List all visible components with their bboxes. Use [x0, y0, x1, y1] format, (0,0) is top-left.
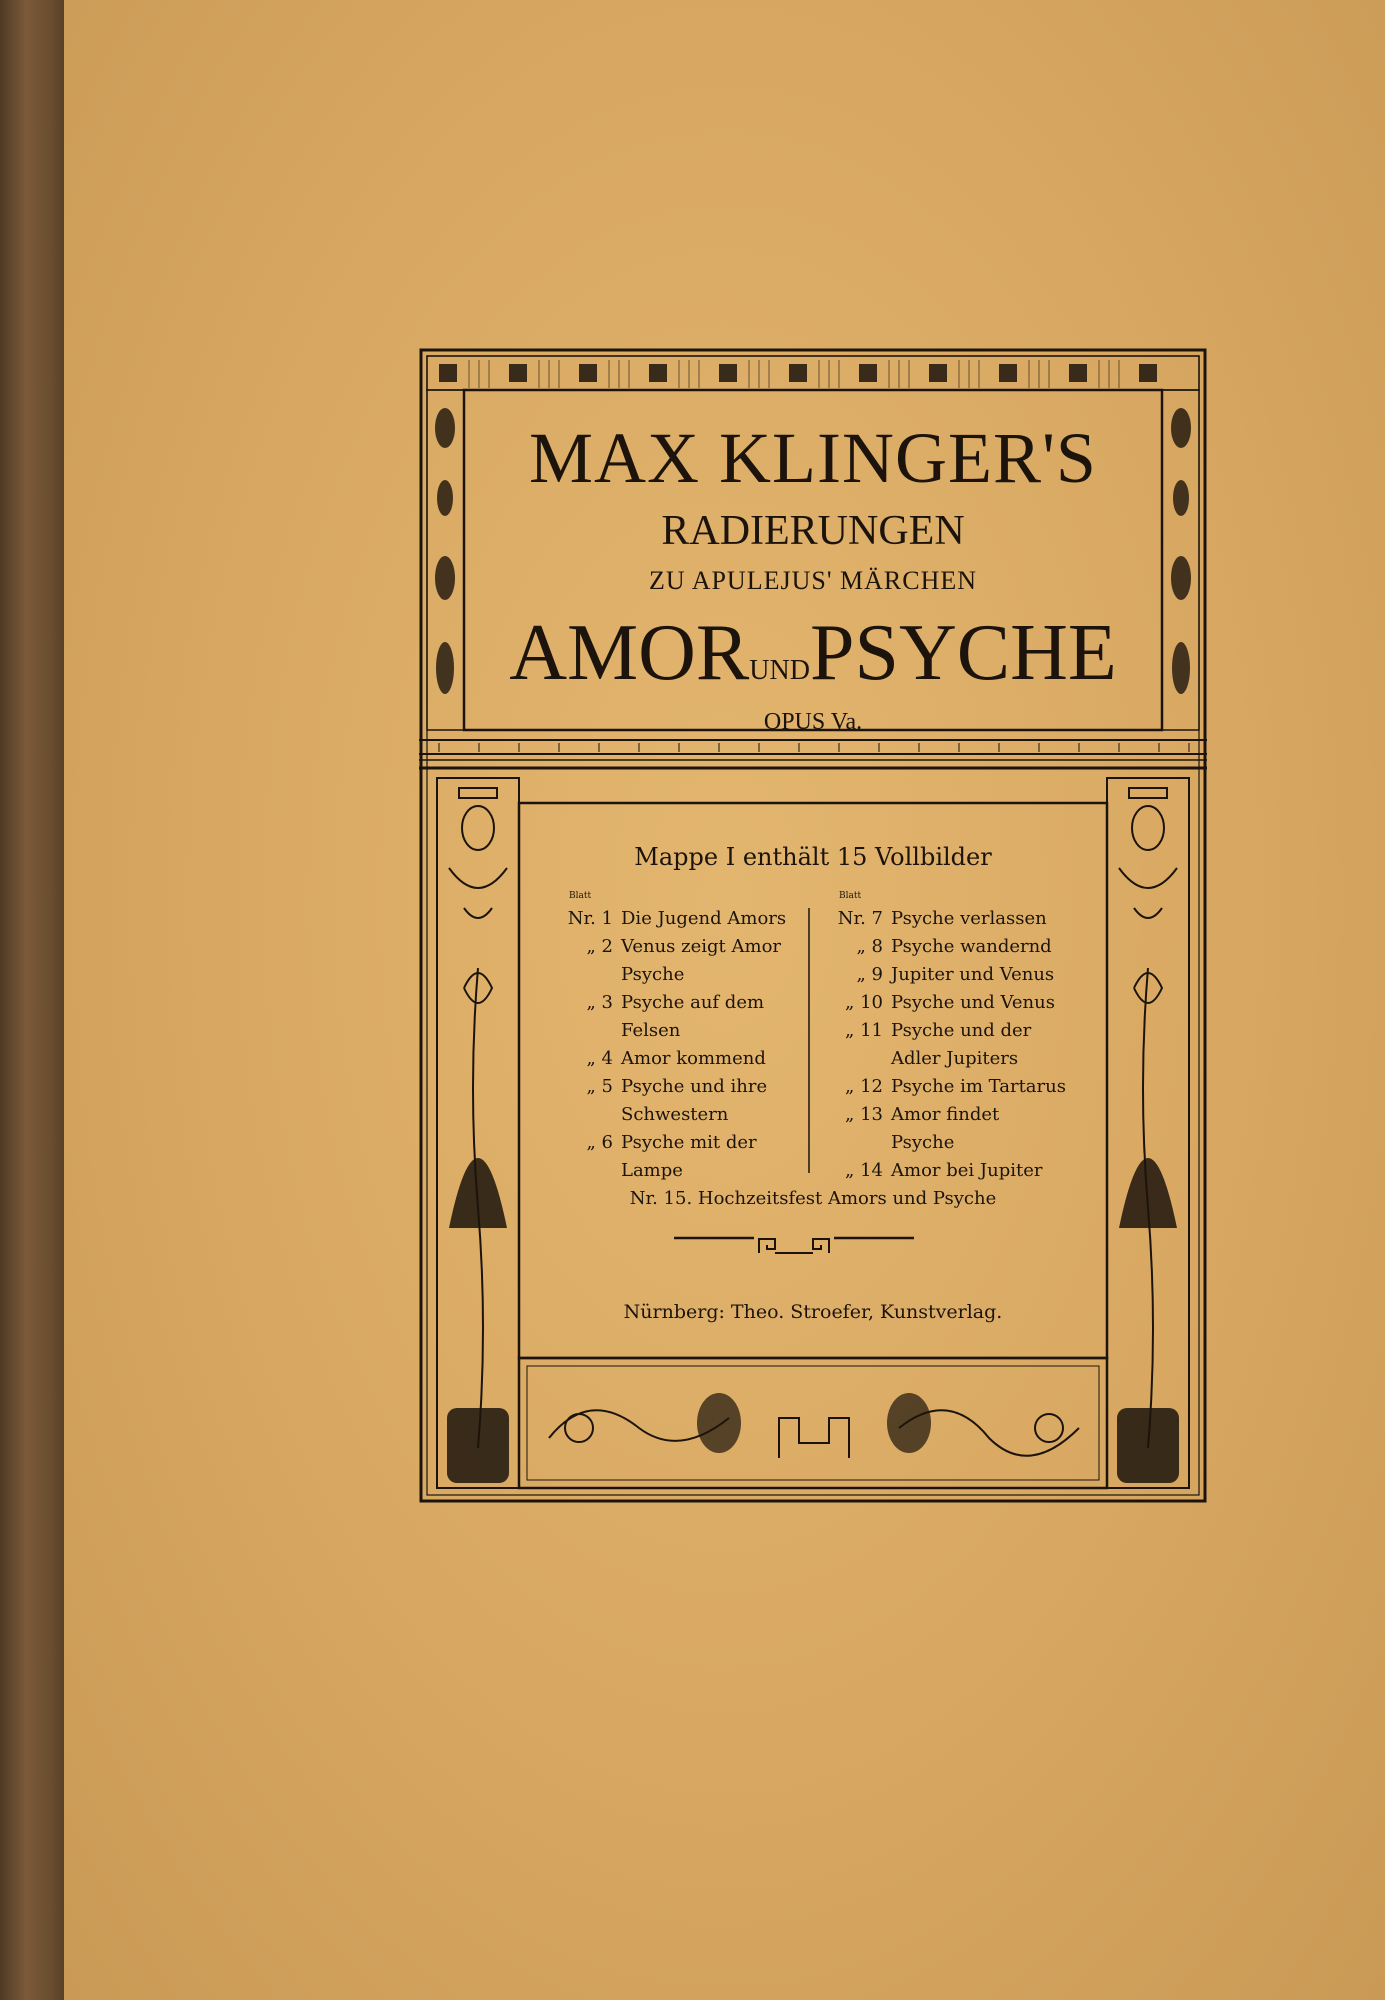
book-spine: [0, 0, 64, 2000]
list-item-title: Psyche im Tartarus: [891, 1076, 1066, 1097]
list-item: [549, 1157, 804, 1185]
title-radierungen: RADIERUNGEN: [661, 508, 965, 554]
list-item: [549, 989, 804, 1017]
list-item-number: „ 6: [586, 1132, 613, 1153]
list-item: [549, 933, 804, 961]
list-item-number: „ 13: [845, 1104, 883, 1125]
list-item-title: Schwestern: [621, 1104, 729, 1125]
list-item-title: Amor bei Jupiter: [891, 1160, 1043, 1181]
contents-list-left: [549, 905, 804, 1185]
list-item: [549, 1017, 804, 1045]
list-item: [819, 1045, 1074, 1073]
list-item-title: Amor kommend: [621, 1048, 766, 1069]
list-item: [819, 1101, 1074, 1129]
list-item-title: Psyche auf dem: [621, 992, 765, 1013]
list-item-title: Jupiter und Venus: [891, 964, 1055, 985]
title-max-klinger: MAX KLINGER'S: [529, 418, 1097, 498]
list-item: [819, 961, 1074, 989]
list-item: [549, 1073, 804, 1101]
title-apulejus: ZU APULEJUS' MÄRCHEN: [648, 566, 978, 595]
contents-last-entry: Nr. 15. Hochzeitsfest Amors und Psyche: [629, 1188, 997, 1209]
ornamental-frame: [419, 348, 1207, 1503]
list-item: [549, 1129, 804, 1157]
list-item: [819, 1073, 1074, 1101]
contents-heading: Mappe I enthält 15 Vollbilder: [634, 843, 992, 871]
list-item-title: Psyche: [891, 1132, 955, 1153]
list-item-title: Die Jugend Amors: [621, 908, 787, 929]
title-amor: AMOR: [509, 609, 750, 697]
book-cover: [64, 0, 1385, 2000]
list-item-number: „ 5: [586, 1076, 613, 1097]
list-item-number: „ 2: [586, 936, 613, 957]
list-item-title: Psyche verlassen: [891, 908, 1047, 929]
list-item: [819, 1157, 1074, 1185]
list-item: [549, 961, 804, 989]
list-item: [549, 1045, 804, 1073]
list-item: [819, 933, 1074, 961]
list-item-title: Adler Jupiters: [891, 1048, 1019, 1069]
list-item: [819, 905, 1074, 933]
list-item-number: „ 12: [845, 1076, 883, 1097]
list-item: [549, 1101, 804, 1129]
title-amor-und-psyche: [464, 608, 1162, 716]
blatt-label-left: Blatt: [569, 891, 592, 901]
list-item-number: „ 9: [856, 964, 883, 985]
list-item-number: „ 10: [845, 992, 883, 1013]
list-item: [819, 1129, 1074, 1157]
list-item-title: Psyche und der: [891, 1020, 1032, 1041]
list-item-title: Psyche mit der: [621, 1132, 757, 1153]
blatt-label-right: Blatt: [839, 891, 862, 901]
list-item-number: „ 14: [845, 1160, 883, 1181]
list-item-number: „ 3: [586, 992, 613, 1013]
list-item-title: Psyche und ihre: [621, 1076, 768, 1097]
list-item-title: Amor findet: [891, 1104, 1000, 1125]
title-psyche: PSYCHE: [809, 609, 1117, 697]
list-item-number: Nr. 7: [837, 908, 883, 929]
list-item-title: Psyche und Venus: [891, 992, 1055, 1013]
list-item-title: Psyche wandernd: [891, 936, 1052, 957]
contents-list-right: [819, 905, 1074, 1185]
list-item-number: „ 8: [856, 936, 883, 957]
publisher-line: Nürnberg: Theo. Stroefer, Kunstverlag.: [623, 1301, 1003, 1323]
list-item-title: Felsen: [621, 1020, 681, 1041]
list-item-title: Psyche: [621, 964, 685, 985]
list-item-number: „ 4: [586, 1048, 613, 1069]
list-item: [549, 905, 804, 933]
title-opus: OPUS Va.: [763, 709, 863, 735]
title-und: UND: [749, 655, 810, 686]
list-item: [819, 1017, 1074, 1045]
list-item-title: Venus zeigt Amor: [621, 936, 782, 957]
list-item: [819, 989, 1074, 1017]
list-item-title: Lampe: [621, 1160, 683, 1181]
list-item-number: Nr. 1: [567, 908, 613, 929]
list-item-number: „ 11: [845, 1020, 883, 1041]
